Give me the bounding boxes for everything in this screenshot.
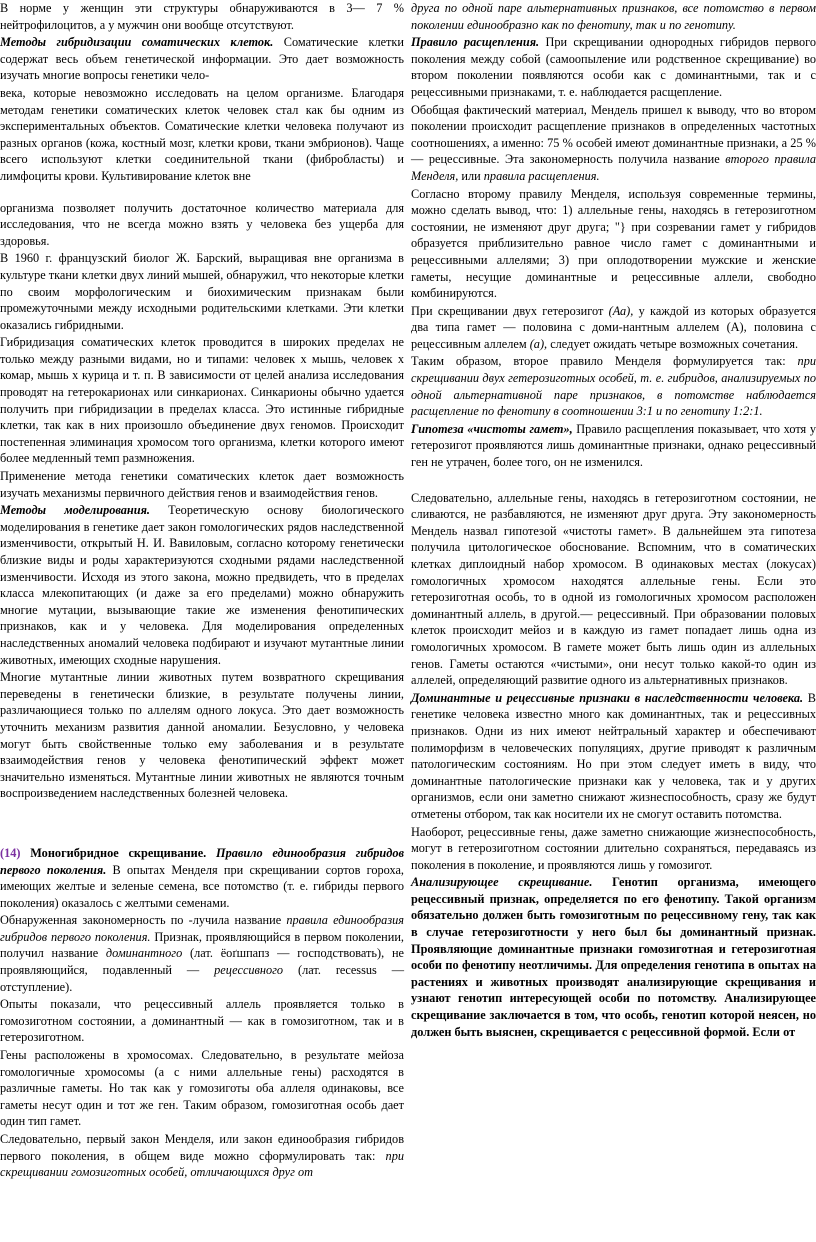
text: Признак, проявляющийся в первом поколении, получил название: [0, 929, 404, 961]
text: Соматические клетки содержат весь объем генетической информации. Это дает возможность изучать многие вопросы генетики чело-: [0, 35, 404, 83]
paragraph: Применение метода генетики соматических клеток дает возможность изучать механизмы первичного действия генов и взаимодействия генов.: [0, 469, 404, 500]
text: Генотип организма, имеющего рецессивный признак, определяется по его фенотипу. Такой организм обязательно должен быть гомозиготным по рецессивному гену, так как в случае гетерозиготности у него был бы доминантный признак. Проявляющие доминантные признаки гомозиготная и гетерозиготная особи по фенотипу неотличимы. Для определения генотипа в опытах на растениях и животных производят анализирующие скрещивания и узнают генотип интересующей особи по потомству. Анализирующее скрещивание заключается в том, что особь, генотип которой неясен, но должен быть выяснен, скрещивается с рецессивной формой. Если от: [411, 875, 816, 1039]
spacer: [0, 186, 404, 200]
term: (а),: [529, 336, 548, 351]
text: Обнаруженная закономерность по -лучила название: [0, 913, 287, 928]
text: Правило расщепления показывает, что хотя у гетерозигот проявляются лишь доминантные признаки, однако рецессивный ген не утрачен, более того, он не изменился.: [411, 421, 816, 470]
section-heading: Методы гибридизации соматических клеток.: [0, 35, 274, 50]
text: (лат. ёоґшпапз — господствовать), не проявляющийся, подавленный —: [0, 946, 404, 978]
left-column: [0, 0, 404, 1182]
section-heading: Правило расщепления.: [411, 35, 540, 50]
text: следует ожидать четыре возможных сочетания.: [547, 336, 799, 351]
text: или: [458, 168, 484, 183]
paragraph: друга по одной паре альтернативных признаков, все потомство в первом поколении единообразно как по фенотипу, так и по генотипу.: [411, 1, 816, 32]
paragraph: Гибридизация соматических клеток проводится в широких пределах не только между разными видами, но и типами: человек х мышь, человек х комар, мышь х курица и т. п. В зависимости от целей анализа исследования проводят на гетерокарионах или синкарионах. Синкарионы обычно удается получить при гибридизации в пределах класса. Это истинные гибридные клетки, так как в них произошло объединение двух геномов. Происходит постепенная элиминация хромосом того организма, клетки которого имеют более медленный темп размножения.: [0, 335, 404, 466]
paragraph: [0, 1131, 404, 1181]
paragraph: [411, 34, 816, 100]
paragraph: [0, 502, 404, 668]
section-subheading: Правило единообразия гибридов первого поколения.: [0, 845, 404, 877]
spacer: [0, 803, 404, 845]
text: В генетике человека известно много как доминантных, так и рецессивных признаков. Одни из них имеют нейтральный характер и обеспечивают полиморфизм в человеческих популяциях, другие приводят к различным патологическим состояниям. Но при этом следует иметь в виду, что доминантные патологические признаки как у человека, так и у других организмов, если они заметно снижают жизнеспособность, сразу же будут отметены отбором, так как носители их не смогут оставить потомства.: [411, 690, 816, 821]
paragraph: [411, 353, 816, 419]
term: рецессивного: [214, 963, 284, 978]
text: При скрещивании двух гетерозигот: [411, 303, 609, 318]
section-heading: Моногибридное скрещивание.: [20, 845, 216, 860]
right-column: [411, 0, 816, 1041]
paragraph: [411, 690, 816, 823]
text: (лат. recessus — отступление).: [0, 963, 405, 994]
term: правила единообразия гибридов первого поколения.: [0, 913, 404, 944]
text: При скрещивании однородных гибридов первого поколения между собой (самоопыление или родственное скрещивание) во втором поколении появляются особи как с доминантными, так и с рецессивными признаками, т. е. наблюдается расщепление.: [411, 35, 816, 99]
paragraph: Наоборот, рецессивные гены, даже заметно снижающие жизнеспособность, могут в гетерозиготном состоянии длительно сохраняться, передаваясь из поколения в поколение, и проявляются лишь у гомозигот.: [411, 824, 816, 872]
term: при скрещивании двух гетерозиготных особей, т. е. гибридов, анализируемых по одной альтернативной паре признаков, в потомстве наблюдается расщепление по фенотипу в соотношении 3:1 и по генотипу 1:2:1.: [411, 354, 816, 419]
paragraph: [411, 874, 816, 1040]
section-heading: Анализирующее скрещивание.: [411, 875, 593, 890]
text: Следовательно, первый закон Менделя, или закон единообразия гибридов первого поколения, в общем виде можно сформулировать так:: [0, 1132, 404, 1163]
text: Обобщая фактический материал, Мендель пришел к выводу, что во втором поколении происходит расщепление признаков в определенных частотных соотношениях, а именно: 75 % особей имеют доминантные признаки, а 25 % — рецессивные. Эта закономерность получила название: [411, 102, 816, 167]
term: правила расщепления.: [483, 168, 600, 183]
section-heading: Методы моделирования.: [0, 503, 150, 518]
paragraph: [411, 303, 816, 353]
paragraph: [411, 102, 816, 185]
term: доминантного: [105, 946, 183, 961]
term: при скрещивании гомозиготных особей, отличающихся друг от: [0, 1148, 404, 1180]
paragraph: века, которые невозможно исследовать на целом организме. Благодаря методам генетики соматических клеток человек стал как бы одним из экспериментальных объектов. Соматические клетки человека получают из разных органов (кожа, костный мозг, клетки крови, ткани эмбрионов). Чаще всего используют клетки соединительной ткани (фибробласты) и лимфоциты крови. Культивирование клеток вне: [0, 85, 404, 183]
section-heading: Гипотеза «чистоты гамет»,: [411, 421, 573, 436]
paragraph: В норме у женщин эти структуры обнаруживаются в 3— 7 % нейтрофилоцитов, а у мужчин они вообще отсутствуют.: [0, 1, 404, 32]
text: В опытах Менделя при скрещивании сортов гороха, имеющих желтые и зеленые семена, все потомство (т. е. гибриды первого поколения) оказалось с желтыми семенами.: [0, 862, 405, 910]
text: Теоретическую основу биологического моделирования в генетике дает закон гомологических рядов наследственной изменчивости, открытый Н. И. Вавиловым, согласно которому генетически близкие виды и роды характеризуются сходными рядами наследственной изменчивости. Исходя из этого закона, можно предвидеть, что в пределах класса млекопитающих (и даже за его пределами) можно обнаружить многие мутации, вызывающие такие же изменения фенотипических признаков, как и у человека. Для моделирования определенных наследственных аномалий человека подбирают и изучают мутантные линии животных, имеющих сходные нарушения.: [0, 503, 404, 667]
term: (Аа),: [608, 303, 634, 318]
paragraph: организма позволяет получить достаточное количество материала для исследования, что не всегда можно взять у человека без ущерба для здоровья.: [0, 200, 404, 248]
term: второго правила Менделя,: [411, 152, 816, 183]
text: Таким образом, второе правило Менделя формулируется так:: [411, 354, 798, 369]
paragraph: Многие мутантные линии животных путем возвратного скрещивания переведены в генетически близкие, в результате получены линии, различающиеся только по аллелям одного локуса. Это дает возможность уточнить механизм развития данной аномалии. Безусловно, у человека могут быть свойственные только ему заболевания и в результате взаимодействия генов у человека фенотипический эффект может значительно изменяться. Мутантные линии животных не являются точным воспроизведением наследственных болезней человека.: [0, 670, 404, 801]
paragraph: [0, 34, 404, 84]
spacer: [411, 472, 816, 490]
paragraph: [0, 912, 404, 995]
paragraph: [0, 845, 404, 911]
text: у каждой из которых образуется два типа гамет — половина с доми-нантным аллелем (А), половина с рецессивным аллелем: [411, 303, 816, 351]
paragraph: Согласно второму правилу Менделя, используя современные термины, можно сделать вывод, что: 1) аллельные гены, находясь в гетерозиготном состоянии, не изменяют друг друга; "} при созревании гамет у гибридов образуется приблизительно равное число гамет с доминантными и рецессивными аллелями; 3) при оплодотворении мужские и женские гаметы, несущие доминантные и рецессивные аллели, свободно комбинируются.: [411, 186, 816, 301]
section-number: (14): [0, 845, 21, 860]
paragraph: Гены расположены в хромосомах. Следовательно, в результате мейоза гомологичные хромосомы (а с ними аллельные гены) расходятся в различные гаметы. Но так как у гомозиготы оба аллеля одинаковы, все гаметы несут один и тот же ген. Таким образом, гомозиготная особь дает один тип гамет.: [0, 1048, 404, 1129]
section-heading: Доминантные и рецессивные признаки в наследственности человека.: [411, 690, 804, 705]
paragraph: В 1960 г. французский биолог Ж. Барский, выращивая вне организма в культуре ткани клетки двух линий мышей, обнаружил, что некоторые клетки по своим морфологическим и биохимическим признакам были промежуточными между исходными родительскими клетками. Эти клетки оказались гибридными.: [0, 251, 404, 332]
paragraph: Опыты показали, что рецессивный аллель проявляется только в гомозиготном состоянии, а доминантный — как в гомозиготном, так и в гетерозиготном.: [0, 997, 404, 1045]
paragraph: [411, 421, 816, 471]
paragraph: Следовательно, аллельные гены, находясь в гетерозиготном состоянии, не сливаются, не разбавляются, не изменяют друг друга. Эту закономерность Мендель назвал гипотезой «чистоты гамет». В дальнейшем эта гипотеза получила цитологическое обоснование. Вспомним, что в соматических клетках диплоидный набор хромосом. В одинаковых местах (локусах) гомологичных хромосом находятся аллельные гены. Если это гетерозиготная особь, то в одной из гомологичных хромосом расположен доминантный аллель, в другой.— рецессивный. При образовании половых клеток происходит мейоз и в каждую из гамет попадает лишь одна из гомологичных хромосом. В гамете может быть лишь один из аллельных генов. Гаметы остаются «чистыми», они несут только какой-то один из аллелей, определяющий развитие одного из альтернативных признаков.: [411, 490, 816, 688]
